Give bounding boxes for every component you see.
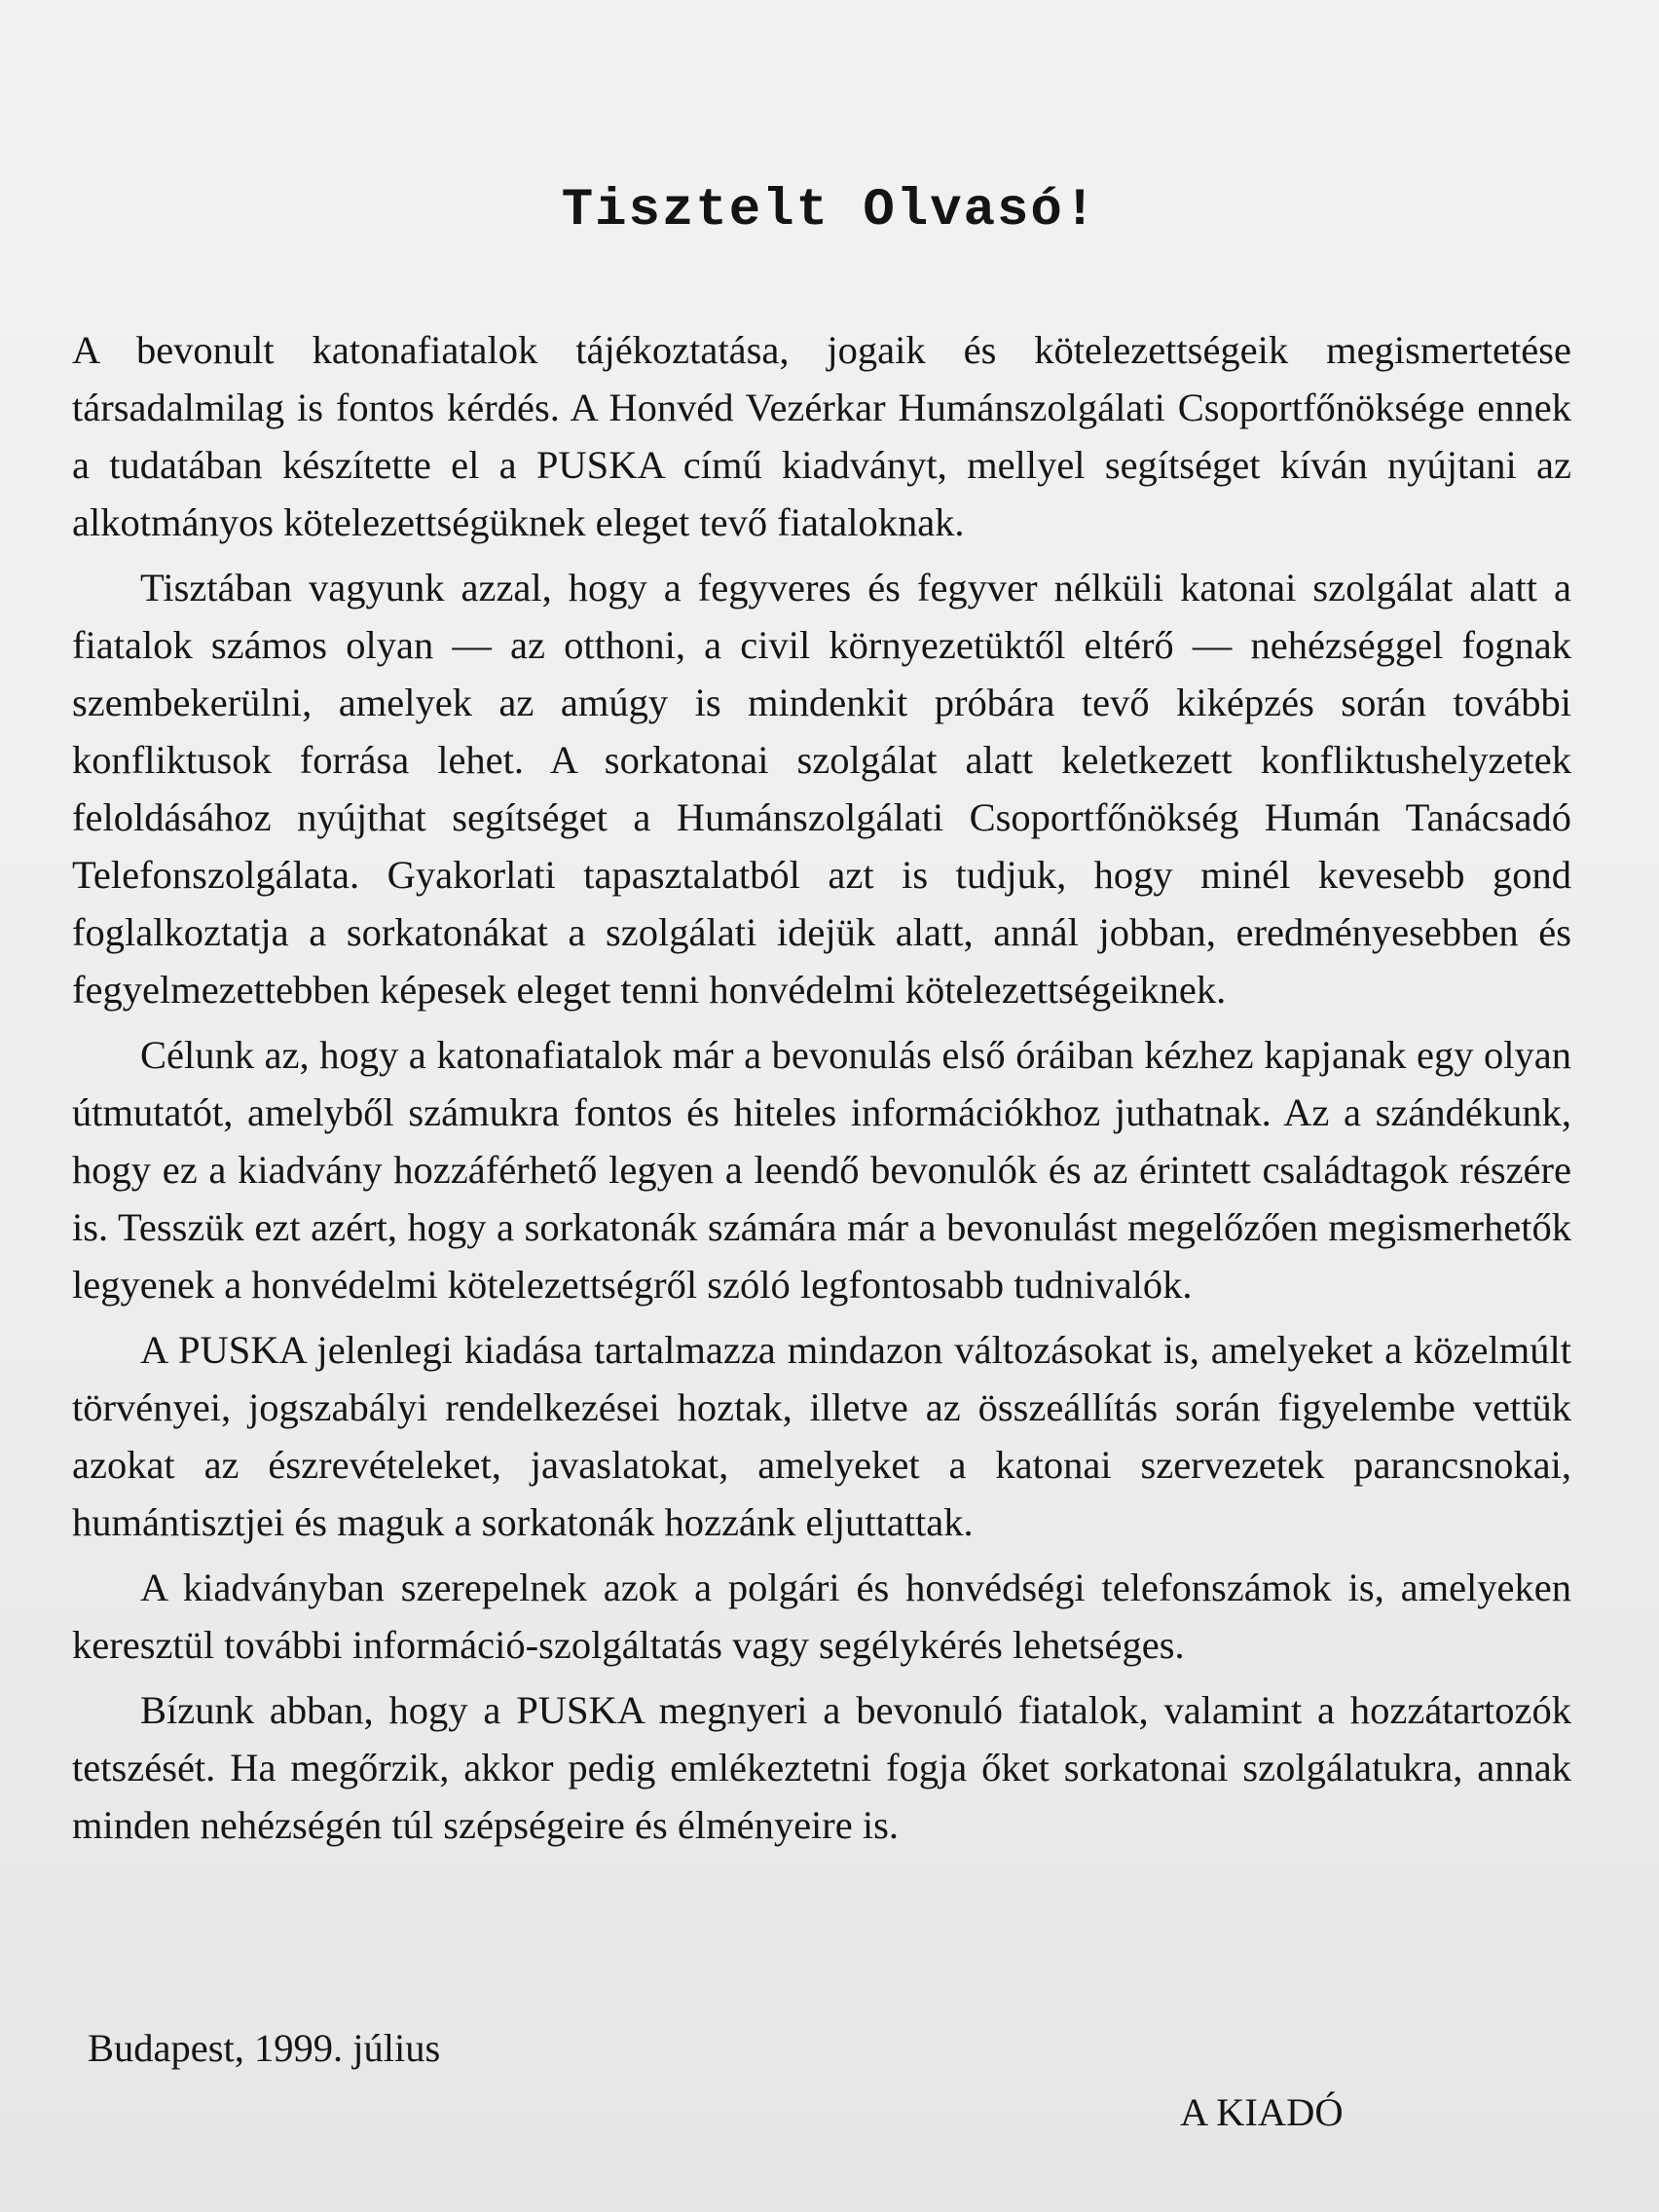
paragraph-4: A PUSKA jelenlegi kiadása tartalmazza mindazon változásokat is, amelyeket a közelmúlt törvényei, jogszabályi rendelkezései hoztak, illetve az összeállítás során figyelembe vettük azokat az észrevételeket, javaslatokat, amelyeket a katonai szervezetek parancsnokai, humántisztjei és maguk a sorkatonák hozzánk eljuttattak. [72, 1328, 1571, 1544]
place-date: Budapest, 1999. július [88, 2026, 441, 2070]
paragraph-5: A kiadványban szerepelnek azok a polgári és honvédségi telefonszámok is, amelyeken keresztül további információ-szolgáltatás vagy segélykérés lehetséges. [72, 1566, 1571, 1667]
paragraph-2: Tisztában vagyunk azzal, hogy a fegyveres és fegyver nélküli katonai szolgálat alatt a fiatalok számos olyan — az otthoni, a civil környezetüktől eltérő — nehézséggel fognak szembekerülni, amelyek az amúgy is mindenkit próbára tevő kiképzés során további konfliktusok forrása lehet. A sorkatonai szolgálat alatt keletkezett konfliktushelyzetek feloldásához nyújthat segítséget a Humánszolgálati Csoportfőnökség Humán Tanácsadó Telefonszolgálata. Gyakorlati tapasztalatból azt is tudjuk, hogy minél kevesebb gond foglalkoztatja a sorkatonákat a szolgálati idejük alatt, annál jobban, eredményesebben és fegyelmezettebben képesek eleget tenni honvédelmi kötelezettségeiknek. [72, 566, 1571, 1012]
letter-body [72, 321, 1571, 1862]
paragraph-1: A bevonult katonafiatalok tájékoztatása, jogaik és kötelezettségeik megismertetése társadalmilag is fontos kérdés. A Honvéd Vezérkar Humánszolgálati Csoportfőnöksége ennek a tudatában készítette el a PUSKA című kiadványt, mellyel segítséget kíván nyújtani az alkotmányos kötelezettségüknek eleget tevő fiataloknak. [72, 328, 1571, 544]
publisher-signature: A KIADÓ [1180, 2090, 1344, 2134]
page-title: Tisztelt Olvasó! [561, 181, 1098, 240]
paragraph-3: Célunk az, hogy a katonafiatalok már a bevonulás első óráiban kézhez kapjanak egy olyan útmutatót, amelyből számukra fontos és hiteles információkhoz juthatnak. Az a szándékunk, hogy ez a kiadvány hozzáférhető legyen a leendő bevonulók és az érintett családtagok részére is. Tesszük ezt azért, hogy a sorkatonák számára már a bevonulást megelőzően megismerhetők legyenek a honvédelmi kötelezettségről szóló legfontosabb tudnivalók. [72, 1033, 1571, 1307]
paragraph-6: Bízunk abban, hogy a PUSKA megnyeri a bevonuló fiatalok, valamint a hozzátartozók tetszését. Ha megőrzik, akkor pedig emlékeztetni fogja őket sorkatonai szolgálatukra, annak minden nehézségén túl szépségeire és élményeire is. [72, 1688, 1571, 1847]
